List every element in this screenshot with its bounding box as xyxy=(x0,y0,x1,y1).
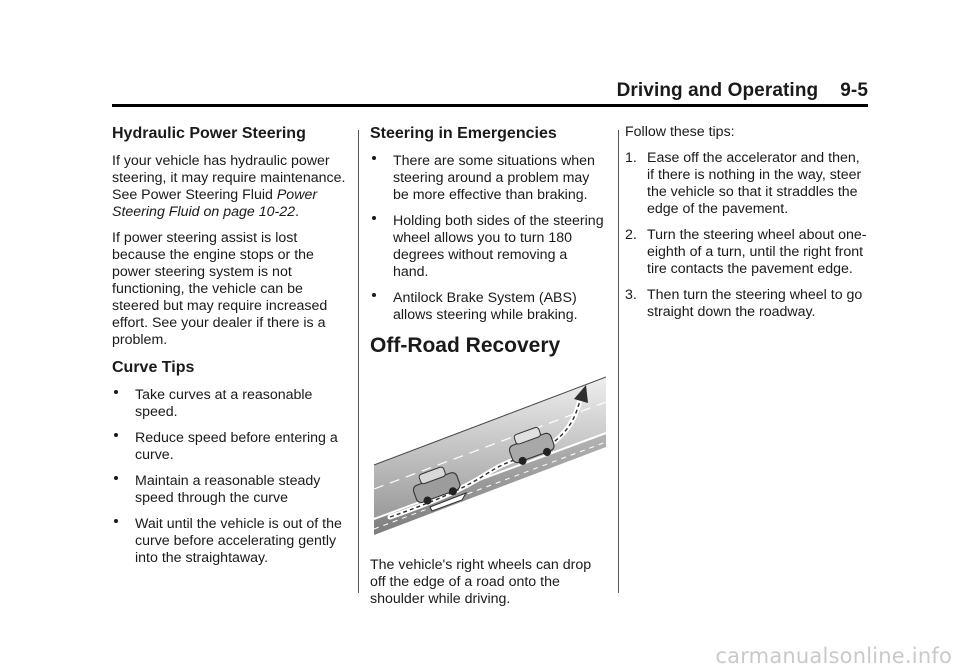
list-item xyxy=(625,287,868,321)
list-item: Holding both sides of the steering wheel allows you to turn 180 degrees without removing a hand. xyxy=(370,213,606,281)
hps-paragraph-1 xyxy=(112,153,346,221)
page-header xyxy=(112,76,868,107)
emergency-list xyxy=(370,153,606,324)
section-title: Driving and Operating xyxy=(616,80,819,101)
illustration-caption: The vehicle's right wheels can drop off the edge of a road onto the shoulder while driving. xyxy=(370,557,592,607)
list-item: Antilock Brake System (ABS) allows steering while braking. xyxy=(370,290,606,324)
step-number: 2. xyxy=(625,227,637,243)
column-divider-left xyxy=(358,130,359,593)
watermark: carmanualsonline.info xyxy=(715,644,952,668)
column-2 xyxy=(370,124,606,617)
heading-curve-tips: Curve Tips xyxy=(112,359,195,376)
heading-hydraulic-power-steering: Hydraulic Power Steering xyxy=(112,125,306,142)
step-text: Ease off the accelerator and then, if there is nothing in the way, steer the vehicle so that it straddles the edge of the pavement. xyxy=(647,150,862,217)
hps-p1-text: If your vehicle has hydraulic power steering, it may require maintenance. See Power Steering Fluid xyxy=(112,153,346,203)
step-number: 3. xyxy=(625,287,637,303)
column-divider-right xyxy=(618,130,619,593)
power-steering-fluid-link[interactable]: Power Steering Fluid on page 10-22 xyxy=(112,187,318,220)
step-text: Then turn the steering wheel to go straight down the roadway. xyxy=(647,287,863,320)
list-item: There are some situations when steering around a problem may be more effective than braking. xyxy=(370,153,606,204)
list-item xyxy=(625,150,868,218)
tips-intro: Follow these tips: xyxy=(625,124,735,140)
recovery-steps-list xyxy=(625,150,868,321)
heading-off-road-recovery: Off-Road Recovery xyxy=(370,334,561,357)
list-item: Reduce speed before entering a curve. xyxy=(112,430,346,464)
list-item xyxy=(625,227,868,278)
column-1 xyxy=(112,124,346,576)
hps-paragraph-2: If power steering assist is lost because the engine stops or the power steering system is not functioning, the vehicle can be steered but may require increased effort. See your dealer if there is a problem. xyxy=(112,230,328,348)
list-item: Maintain a reasonable steady speed through the curve xyxy=(112,473,346,507)
off-road-recovery-illustration xyxy=(370,369,606,545)
heading-steering-in-emergencies: Steering in Emergencies xyxy=(370,125,557,142)
hps-p1-end: . xyxy=(295,204,299,220)
step-number: 1. xyxy=(625,150,637,166)
column-3 xyxy=(625,124,868,330)
curve-tips-list xyxy=(112,387,346,567)
list-item: Wait until the vehicle is out of the curve before accelerating gently into the straightaway. xyxy=(112,516,346,567)
page-number: 9-5 xyxy=(840,80,868,101)
running-head xyxy=(617,80,868,102)
list-item: Take curves at a reasonable speed. xyxy=(112,387,346,421)
step-text: Turn the steering wheel about one-eighth of a turn, until the right front tire contacts the pavement edge. xyxy=(647,227,867,277)
